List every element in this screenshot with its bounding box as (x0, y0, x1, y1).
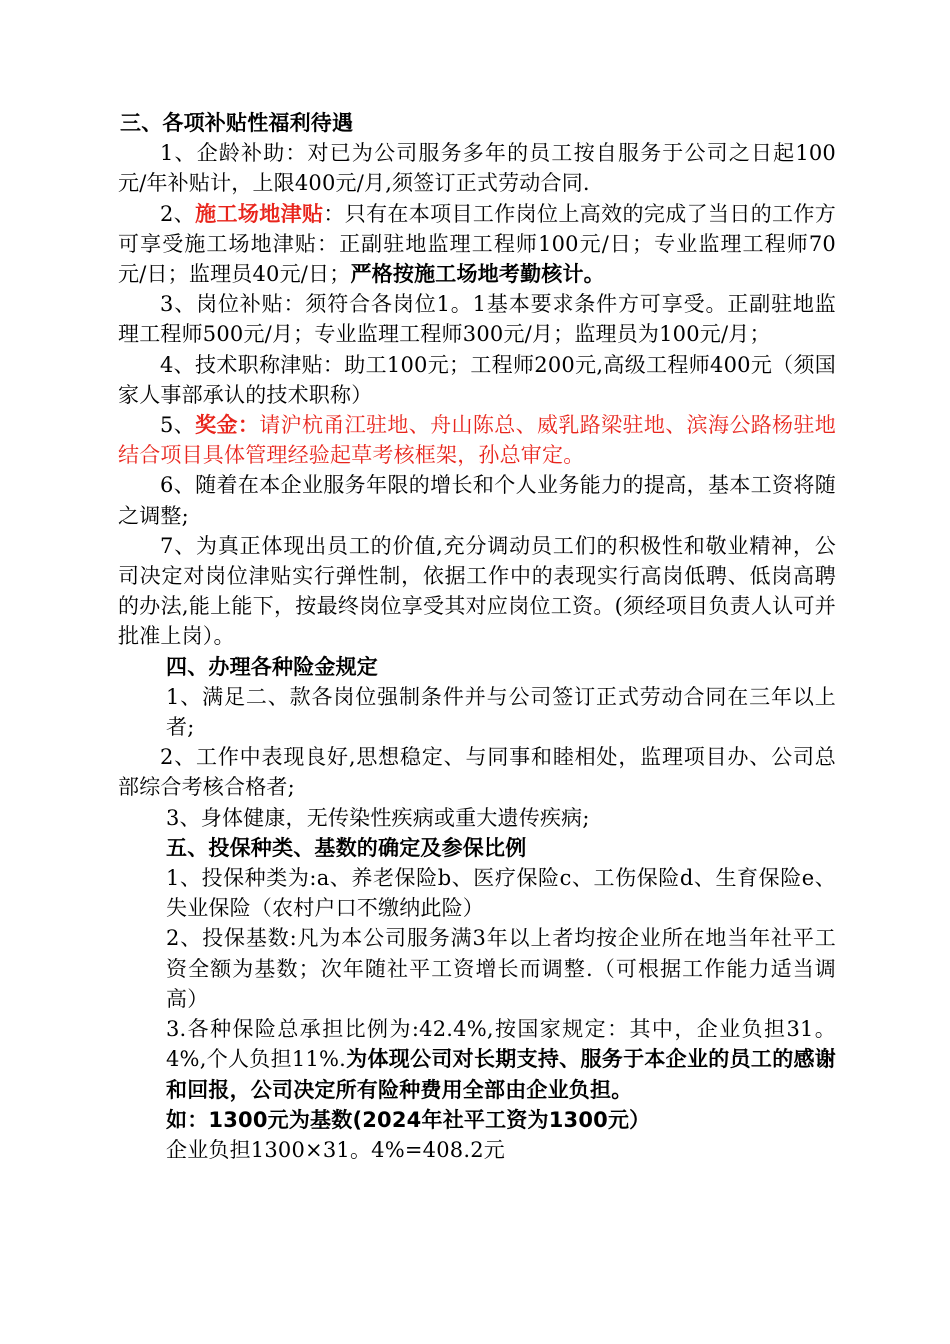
section-3-item-2 (118, 199, 836, 290)
item-2-bold-tail: 严格按施工场地考勤核计。 (350, 262, 605, 287)
calculation-line: 企业负担1300×31。4%=408.2元 (166, 1137, 505, 1162)
section-5-item-3 (118, 1014, 836, 1105)
section-5-item-2: 2、投保基数:凡为本公司服务满3年以上者均按企业所在地当年社平工资全额为基数；次年随社平工资增长而调整.（可根据工作能力适当调高） (166, 926, 836, 1011)
section-3-item-3: 3、岗位补贴：须符合各岗位1。1基本要求条件方可享受。正副驻地监理工程师500元/月；专业监理工程师300元/月；监理员为100元/月； (118, 292, 836, 347)
bonus-body: 请沪杭甬江驻地、舟山陈总、威乳路梁驻地、滨海公路杨驻地结合项目具体管理经验起草考核框架，孙总审定。 (118, 413, 836, 468)
section-4-item-1: 1、满足二、款各岗位强制条件并与公司签订正式劳动合同在三年以上者; (166, 684, 836, 740)
section-3-item-5 (118, 410, 836, 470)
section-4-item-3: 3、身体健康，无传染性疾病或重大遗传疾病; (166, 805, 590, 830)
example-line: 如：1300元为基数(2024年社平工资为1300元） (166, 1107, 651, 1132)
section-4-heading: 四、办理各种险金规定 (166, 654, 378, 679)
item-5-prefix: 5、 (160, 413, 196, 438)
document-page (118, 108, 836, 1165)
item-3-bold-tail: 为体现公司对长期支持、服务于本企业的员工的感谢和回报，公司决定所有险种费用全部由企业负担。 (166, 1047, 836, 1102)
section-3-item-4: 4、技术职称津贴：助工100元；工程师200元,高级工程师400元（须国家人事部承认的技术职称） (118, 352, 836, 407)
section-5-heading: 五、投保种类、基数的确定及参保比例 (166, 835, 527, 860)
section-3-heading: 三、各项补贴性福利待遇 (120, 111, 354, 135)
section-3-item-1: 1、企龄补助：对已为公司服务多年的员工按自服务于公司之日起100元/年补贴计，上限400元/月,须签订正式劳动合同. (118, 141, 836, 196)
section-5-item-1: 1、投保种类为:a、养老保险b、医疗保险c、工伤保险d、生育保险e、失业保险（农村户口不缴纳此险） (166, 866, 836, 921)
bonus-label: 奖金： (195, 413, 260, 438)
item-2-prefix: 2、 (160, 201, 196, 226)
item-2-body: ：只有在本项目工作岗位上高效的完成了当日的工作方可享受施工场地津贴：正副驻地监理工程师100元/日；专业监理工程师70元/日；监理员40元/日； (118, 201, 836, 287)
section-4-item-2: 2、工作中表现良好,思想稳定、与同事和睦相处，监理项目办、公司总部综合考核合格者; (118, 745, 836, 800)
section-3-item-7: 7、为真正体现出员工的价值,充分调动员工们的积极性和敬业精神，公司决定对岗位津贴实行弹性制，依据工作中的表现实行高岗低聘、低岗高聘的办法,能上能下，按最终岗位享受其对应岗位工资。(须经项目负责人认可并批准上岗）。 (118, 533, 836, 649)
site-allowance-highlight: 施工场地津贴 (195, 201, 324, 226)
section-3-item-6: 6、随着在本企业服务年限的增长和个人业务能力的提高，基本工资将随之调整; (118, 473, 836, 528)
item-3-body: 3.各种保险总承担比例为:42.4%,按国家规定：其中，企业负担31。4%,个人负担11%. (166, 1017, 836, 1072)
